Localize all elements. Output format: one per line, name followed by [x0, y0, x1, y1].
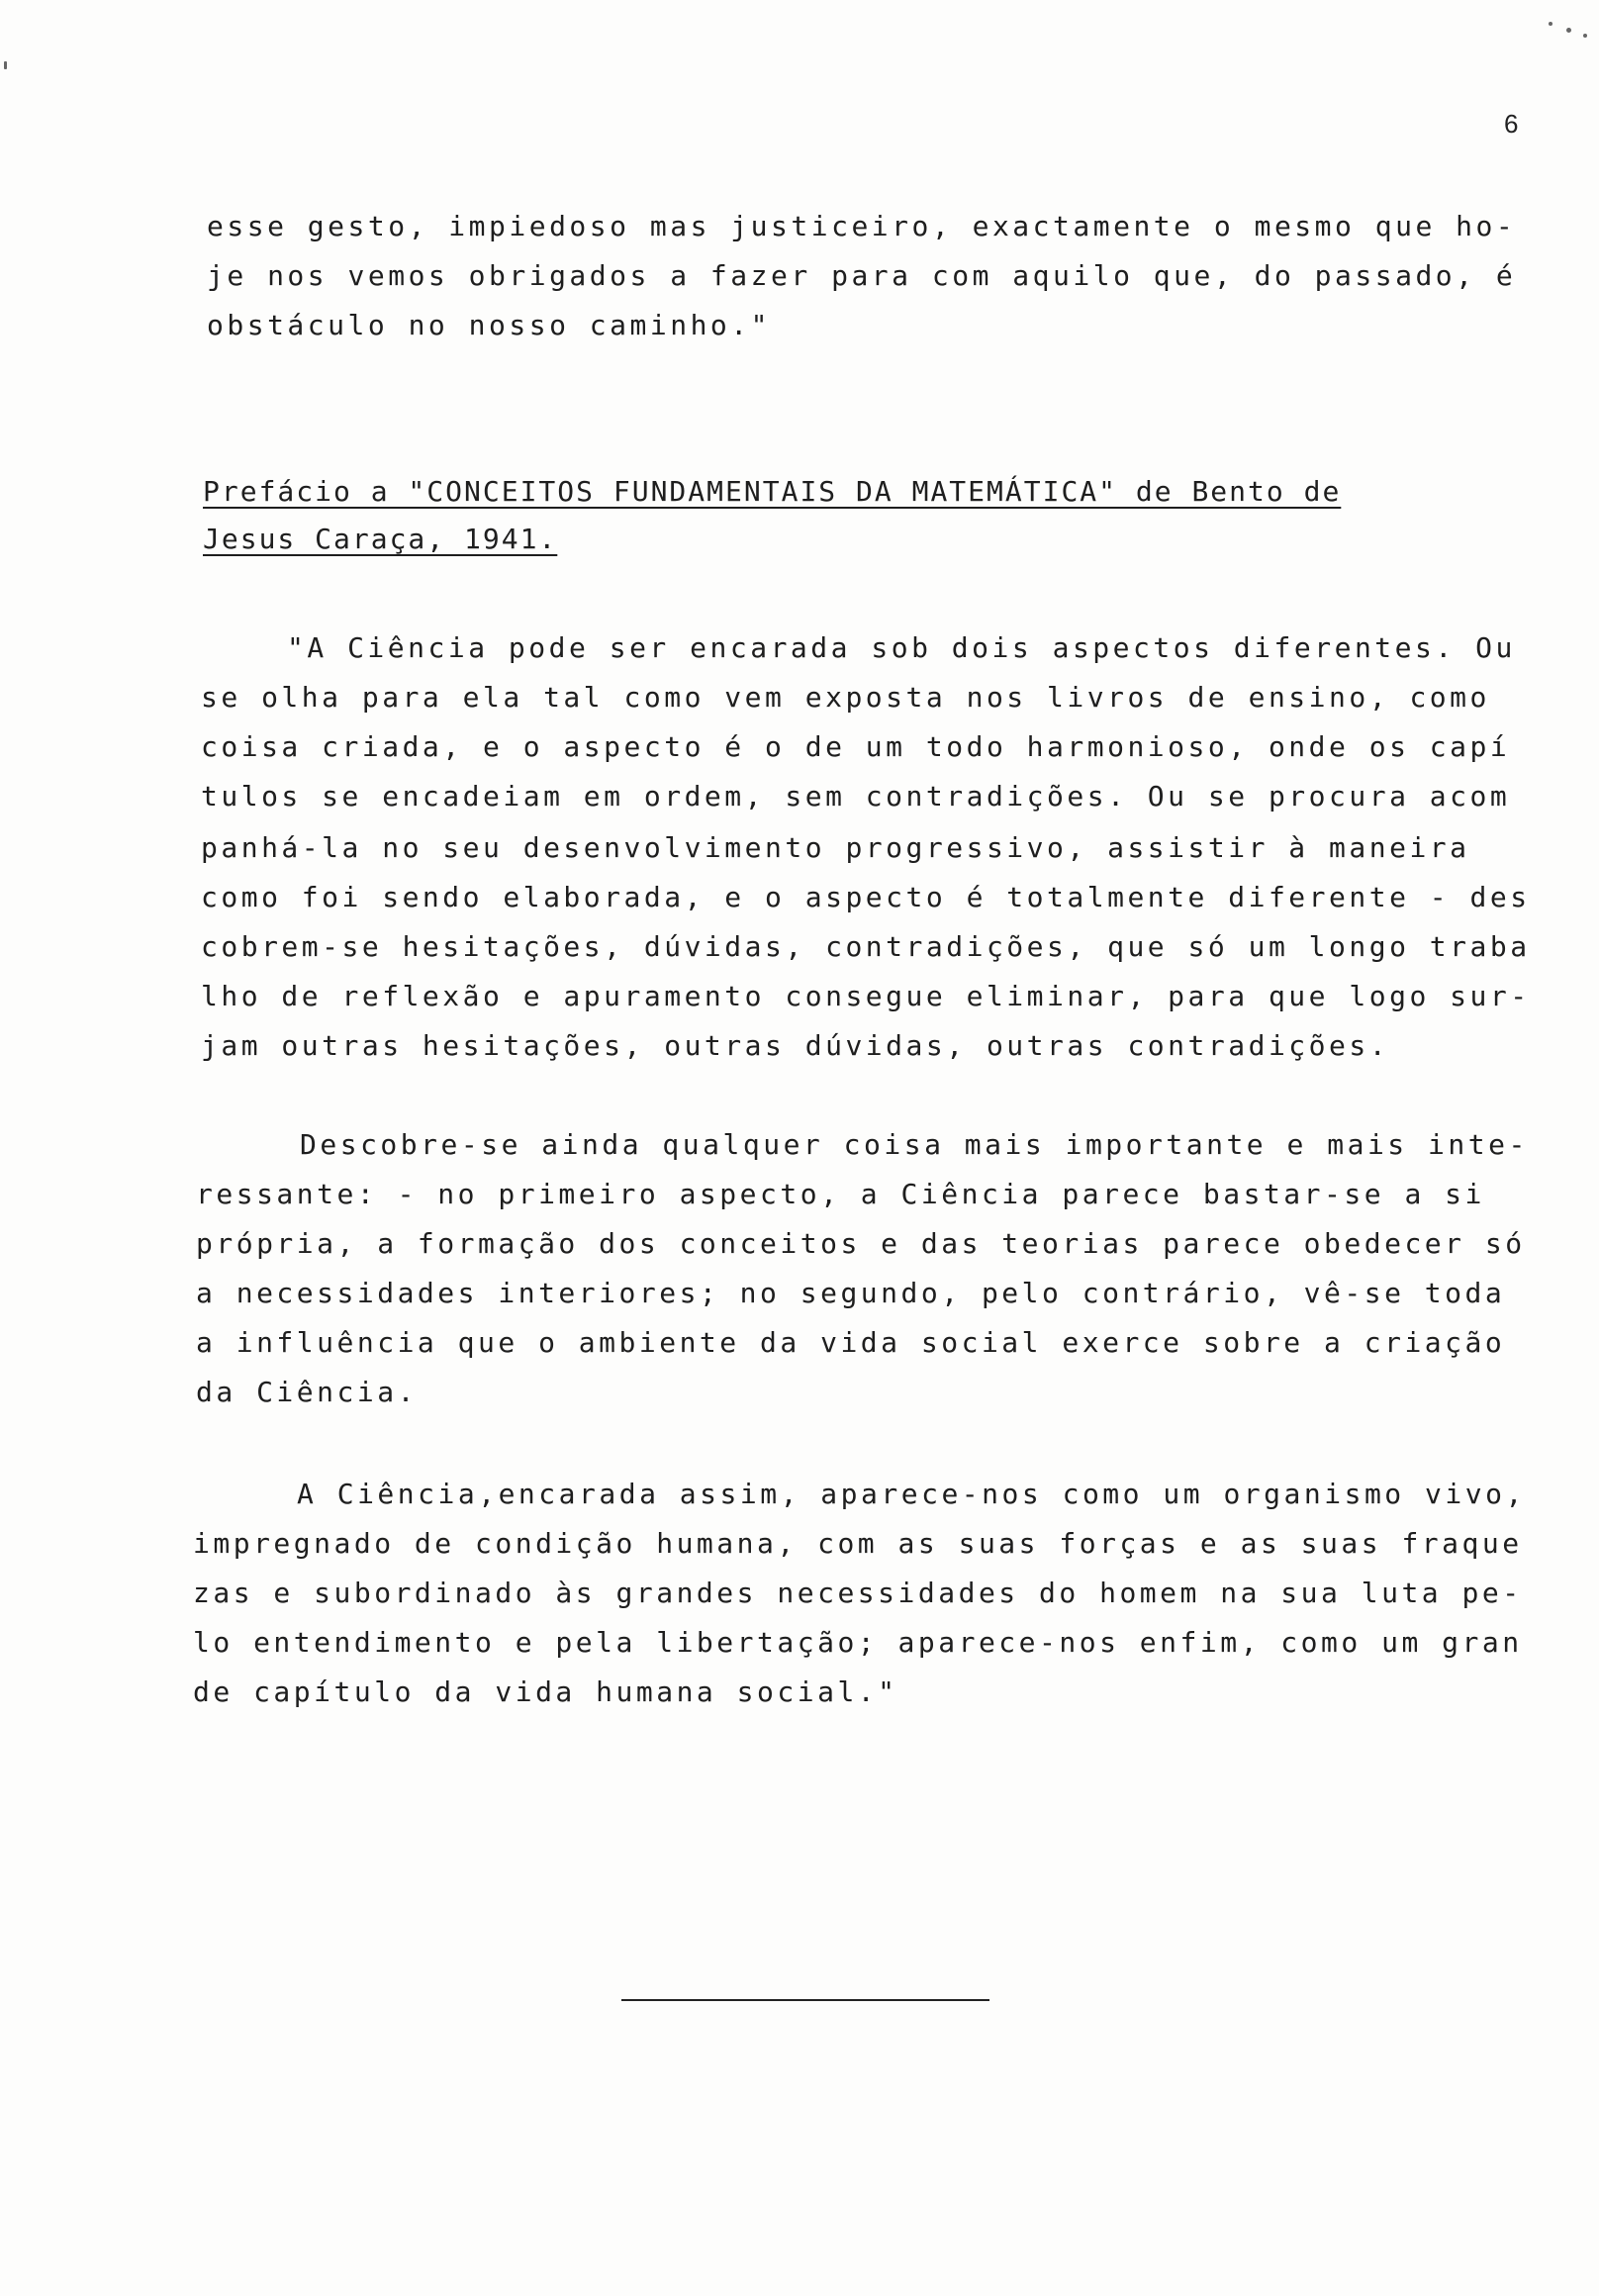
text-line: de capítulo da vida humana social.": [193, 1675, 898, 1708]
text-line: ressante: - no primeiro aspecto, a Ciência parece bastar-se a si: [196, 1178, 1485, 1210]
text-line: obstáculo no nosso caminho.": [207, 309, 772, 341]
text-line: como foi sendo elaborada, e o aspecto é totalmente diferente - des: [201, 881, 1531, 913]
text-line: a necessidades interiores; no segundo, pelo contrário, vê-se toda: [196, 1277, 1506, 1309]
text-line: cobrem-se hesitações, dúvidas, contradições, que só um longo traba: [201, 930, 1531, 963]
text-line: panhá-la no seu desenvolvimento progressivo, assistir à maneira: [201, 831, 1470, 864]
text-line: A Ciência,encarada assim, aparece-nos como um organismo vivo,: [297, 1478, 1526, 1510]
text-line: Descobre-se ainda qualquer coisa mais importante e mais inte-: [300, 1128, 1529, 1161]
text-line: zas e subordinado às grandes necessidades do homem na sua luta pe-: [193, 1577, 1523, 1609]
text-line: tulos se encadeiam em ordem, sem contradições. Ou se procura acom: [201, 780, 1511, 813]
text-line: impregnado de condição humana, com as suas forças e as suas fraque: [193, 1527, 1523, 1560]
text-line: esse gesto, impiedoso mas justiceiro, exactamente o mesmo que ho-: [207, 210, 1517, 242]
scan-speck: [1583, 34, 1587, 38]
text-line: a influência que o ambiente da vida social exerce sobre a criação: [196, 1326, 1506, 1359]
heading-line: Jesus Caraça, 1941.: [203, 523, 558, 555]
text-line: da Ciência.: [196, 1376, 418, 1408]
text-line: se olha para ela tal como vem exposta nos livros de ensino, como: [201, 681, 1490, 714]
text-line: jam outras hesitações, outras dúvidas, outras contradições.: [201, 1029, 1390, 1062]
text-line: coisa criada, e o aspecto é o de um todo harmonioso, onde os capí: [201, 730, 1511, 763]
text-line: lo entendimento e pela libertação; aparece-nos enfim, como um gran: [193, 1626, 1523, 1659]
page-number: 6: [1504, 109, 1519, 139]
heading-line: Prefácio a "CONCEITOS FUNDAMENTAIS DA MATEMÁTICA" de Bento de: [203, 475, 1342, 508]
scan-speck: [1566, 28, 1571, 33]
scan-speck: [1549, 22, 1552, 26]
closing-rule: [621, 1999, 989, 2001]
text-line: "A Ciência pode ser encarada sob dois aspectos diferentes. Ou: [287, 631, 1516, 664]
scan-speck: [4, 61, 7, 69]
text-line: lho de reflexão e apuramento consegue eliminar, para que logo sur-: [201, 980, 1531, 1012]
text-line: própria, a formação dos conceitos e das teorias parece obedecer só: [196, 1227, 1526, 1260]
text-line: je nos vemos obrigados a fazer para com aquilo que, do passado, é: [207, 259, 1517, 292]
